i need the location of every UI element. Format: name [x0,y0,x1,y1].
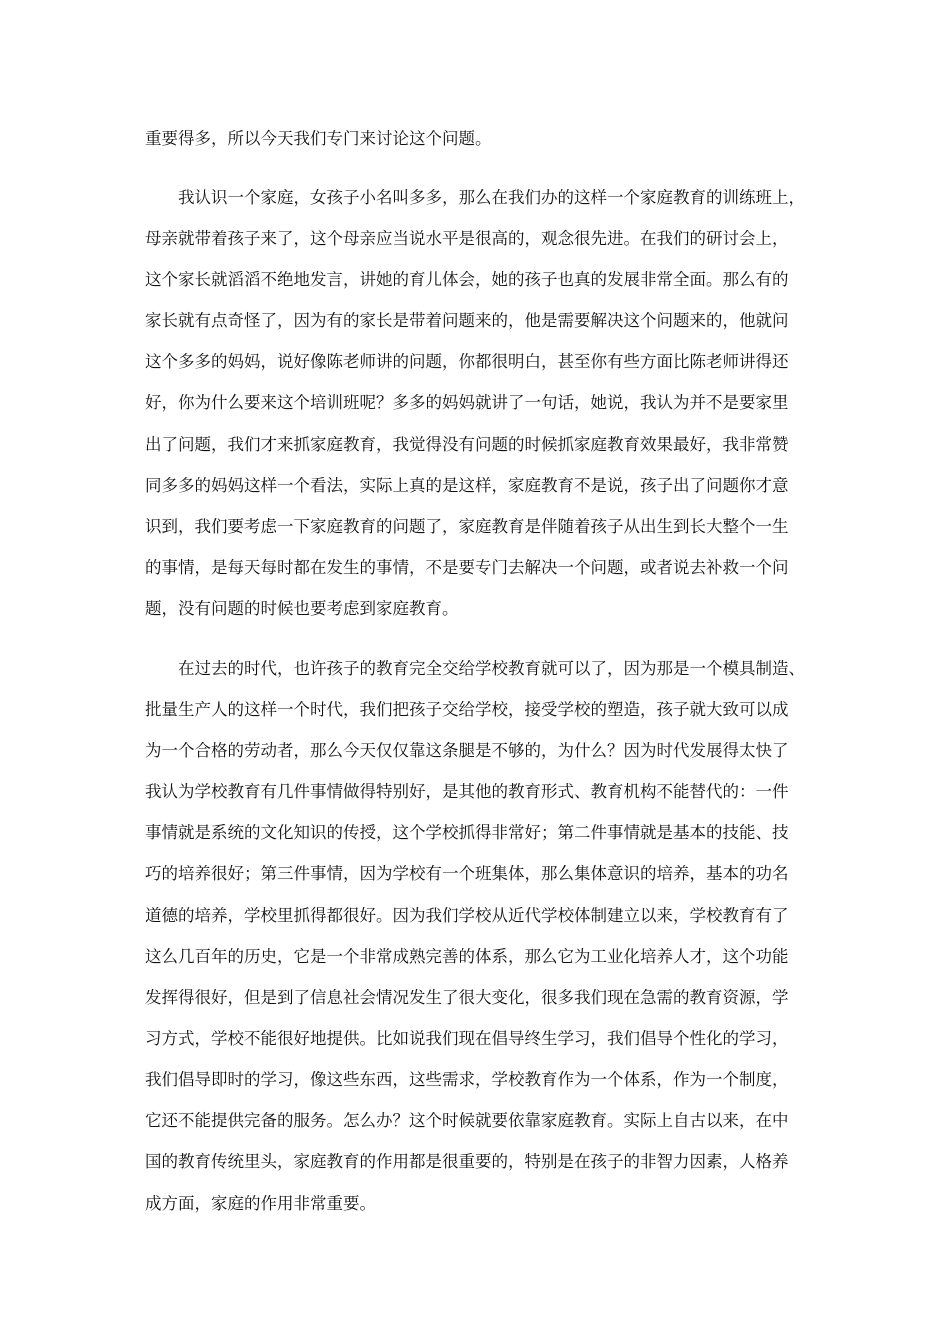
text-line: 批量生产人的这样一个时代，我们把孩子交给学校，接受学校的塑造，孩子就大致可以成 [145,700,789,719]
text-line: 我们倡导即时的学习，像这些东西，这些需求，学校教育作为一个体系，作为一个制度， [145,1070,789,1089]
text-line: 题，没有问题的时候也要考虑到家庭教育。 [145,599,459,618]
text-line: 巧的培养很好；第三件事情，因为学校有一个班集体，那么集体意识的培养，基本的功名 [145,864,789,883]
text-line: 我认为学校教育有几件事情做得特别好，是其他的教育形式、教育机构不能替代的：一件 [145,782,789,801]
text-line: 出了问题，我们才来抓家庭教育，我觉得没有问题的时候抓家庭教育效果最好，我非常赞 [145,435,789,454]
text-line: 在过去的时代，也许孩子的教育完全交给学校教育就可以了，因为那是一个模具制造、 [178,659,805,678]
text-line: 的事情，是每天每时都在发生的事情，不是要专门去解决一个问题，或者说去补救一个问 [145,558,789,577]
text-line: 它还不能提供完备的服务。怎么办？这个时候就要依靠家庭教育。实际上自古以来，在中 [145,1111,789,1130]
text-line: 我认识一个家庭，女孩子小名叫多多，那么在我们办的这样一个家庭教育的训练班上， [178,188,805,207]
text-line: 这个家长就滔滔不绝地发言，讲她的育儿体会，她的孩子也真的发展非常全面。那么有的 [145,270,789,289]
text-line: 家长就有点奇怪了，因为有的家长是带着问题来的，他是需要解决这个问题来的，他就问 [145,311,789,330]
text-line: 识到，我们要考虑一下家庭教育的问题了，家庭教育是伴随着孩子从出生到长大整个一生 [145,517,789,536]
text-line: 这么几百年的历史，它是一个非常成熟完善的体系，那么它为工业化培养人才，这个功能 [145,947,789,966]
text-line: 为一个合格的劳动者，那么今天仅仅靠这条腿是不够的，为什么？因为时代发展得太快了 [145,741,789,760]
text-line: 重要得多，所以今天我们专门来讨论这个问题。 [145,129,492,148]
text-line: 国的教育传统里头，家庭教育的作用都是很重要的，特别是在孩子的非智力因素，人格养 [145,1152,789,1171]
text-line: 习方式，学校不能很好地提供。比如说我们现在倡导终生学习，我们倡导个性化的学习， [145,1029,789,1048]
text-line: 好，你为什么要来这个培训班呢？多多的妈妈就讲了一句话，她说，我认为并不是要家里 [145,393,789,412]
text-line: 这个多多的妈妈，说好像陈老师讲的问题，你都很明白，甚至你有些方面比陈老师讲得还 [145,352,789,371]
text-line: 母亲就带着孩子来了，这个母亲应当说水平是很高的，观念很先进。在我们的研讨会上， [145,229,789,248]
text-line: 成方面，家庭的作用非常重要。 [145,1194,376,1213]
text-line: 同多多的妈妈这样一个看法，实际上真的是这样，家庭教育不是说，孩子出了问题你才意 [145,476,789,495]
text-line: 事情就是系统的文化知识的传授，这个学校抓得非常好；第二件事情就是基本的技能、技 [145,823,789,842]
text-line: 发挥得很好，但是到了信息社会情况发生了很大变化，很多我们现在急需的教育资源，学 [145,988,789,1007]
text-line: 道德的培养，学校里抓得都很好。因为我们学校从近代学校体制建立以来，学校教育有了 [145,906,789,925]
